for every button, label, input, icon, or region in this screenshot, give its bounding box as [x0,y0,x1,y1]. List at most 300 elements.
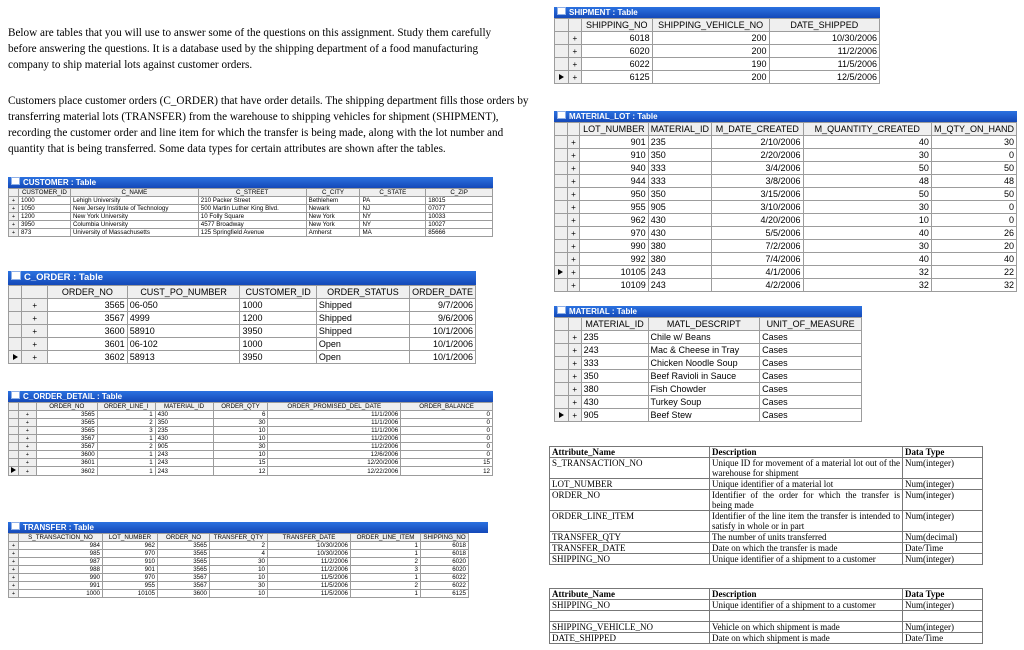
column-header[interactable]: LOT_NUMBER [103,534,158,542]
current-record-indicator[interactable] [555,71,569,84]
table-cell[interactable]: 6018 [581,32,652,45]
table-cell[interactable]: 10 [210,574,268,582]
table-cell[interactable]: 11/5/2006 [268,582,351,590]
table-row[interactable] [555,279,1017,292]
table-row[interactable] [9,197,493,205]
table-title-bar[interactable] [8,271,476,285]
table-cell[interactable]: 11/5/2006 [769,58,879,71]
table-row[interactable] [9,419,493,427]
table-cell[interactable]: NJ [360,205,426,213]
table-cell[interactable]: Shipped [316,325,409,338]
table-cell[interactable]: 905 [648,201,711,214]
table-cell[interactable]: 30 [803,201,931,214]
row-selector-header[interactable] [555,123,568,136]
table-cell[interactable]: 1 [351,590,421,598]
table-cell[interactable]: 430 [155,411,213,419]
column-header[interactable]: ORDER_NO [48,286,128,299]
column-header[interactable]: C_STREET [198,189,306,197]
table-cell[interactable]: 3/4/2006 [712,162,804,175]
row-selector[interactable] [555,214,568,227]
table-cell[interactable]: Newark [306,205,360,213]
row-selector[interactable] [9,427,19,435]
expand-row-icon[interactable] [567,279,579,292]
column-header[interactable]: ORDER_NO [36,403,97,411]
row-selector[interactable] [555,331,569,344]
expand-row-icon[interactable] [18,419,36,427]
table-row[interactable] [9,590,469,598]
table-cell[interactable]: 2/10/2006 [712,136,804,149]
table-row[interactable] [555,396,862,409]
table-cell[interactable]: 430 [648,227,711,240]
row-selector[interactable] [555,201,568,214]
table-row[interactable] [555,201,1017,214]
column-header[interactable]: MATERIAL_ID [581,318,648,331]
table-row[interactable] [9,443,493,451]
row-selector-header[interactable] [22,286,48,299]
table-row[interactable] [555,227,1017,240]
table-cell[interactable]: 0 [401,443,493,451]
table-cell[interactable]: 10 [210,590,268,598]
table-cell[interactable]: 1000 [240,338,316,351]
table-cell[interactable]: 3602 [36,467,97,476]
table-cell[interactable]: 380 [581,383,648,396]
table-cell[interactable]: 12/6/2006 [268,451,401,459]
table-row[interactable] [9,299,476,312]
table-title-bar[interactable] [8,391,493,402]
table-row[interactable] [9,205,493,213]
table-cell[interactable]: 333 [648,162,711,175]
table-cell[interactable]: 1000 [18,197,70,205]
table-cell[interactable]: 333 [648,175,711,188]
table-cell[interactable]: 15 [401,459,493,467]
expand-row-icon[interactable] [567,201,579,214]
table-cell[interactable]: 3567 [36,443,97,451]
table-cell[interactable]: 243 [155,459,213,467]
table-row[interactable] [9,542,469,550]
table-row[interactable] [9,574,469,582]
table-cell[interactable]: 901 [580,136,649,149]
table-cell[interactable]: 10 Folly Square [198,213,306,221]
table-cell[interactable]: 30 [931,136,1016,149]
column-header[interactable]: CUSTOMER_ID [18,189,70,197]
table-cell[interactable]: 350 [155,419,213,427]
table-cell[interactable]: Cases [760,344,862,357]
table-cell[interactable]: 10/30/2006 [268,542,351,550]
row-selector[interactable] [9,443,19,451]
table-cell[interactable]: 4/2/2006 [712,279,804,292]
expand-row-icon[interactable] [568,357,581,370]
expand-row-icon[interactable] [18,427,36,435]
table-cell[interactable]: 10 [803,214,931,227]
expand-row-icon[interactable] [567,136,579,149]
table-cell[interactable]: 3/15/2006 [712,188,804,201]
column-header[interactable]: ORDER_LINE_ITEM [351,534,421,542]
table-row[interactable] [555,266,1017,279]
expand-row-icon[interactable] [567,240,579,253]
table-cell[interactable]: 11/5/2006 [268,574,351,582]
expand-row-icon[interactable] [568,331,581,344]
row-selector[interactable] [555,227,568,240]
table-cell[interactable]: Chile w/ Beans [648,331,760,344]
column-header[interactable]: LOT_NUMBER [580,123,649,136]
table-cell[interactable]: 40 [803,227,931,240]
table-row[interactable] [555,331,862,344]
expand-row-icon[interactable] [567,188,579,201]
table-cell[interactable]: 4/1/2006 [712,266,804,279]
table-cell[interactable]: 3565 [36,419,97,427]
table-cell[interactable]: 10027 [426,221,493,229]
expand-row-icon[interactable] [9,550,19,558]
column-header[interactable]: SHIPPING_VEHICLE_NO [652,19,769,32]
table-row[interactable] [555,175,1017,188]
table-cell[interactable]: 2 [351,582,421,590]
table-cell[interactable]: New York [306,221,360,229]
table-cell[interactable]: Columbia University [70,221,198,229]
table-cell[interactable]: 3565 [158,550,210,558]
table-row[interactable] [555,58,880,71]
expand-row-icon[interactable] [9,566,19,574]
row-selector[interactable] [555,149,568,162]
table-cell[interactable]: 3567 [158,582,210,590]
table-row[interactable] [9,467,493,476]
table-cell[interactable]: 3600 [36,451,97,459]
column-header[interactable]: ORDER_NO [158,534,210,542]
expand-row-icon[interactable] [568,58,581,71]
expand-row-icon[interactable] [568,409,581,422]
table-cell[interactable]: NY [360,213,426,221]
expand-row-icon[interactable] [568,32,581,45]
table-cell[interactable]: 15 [213,459,268,467]
table-cell[interactable]: 12 [213,467,268,476]
table-cell[interactable]: 243 [155,467,213,476]
table-cell[interactable]: 970 [103,550,158,558]
table-cell[interactable]: 950 [580,188,649,201]
table-cell[interactable]: 6 [213,411,268,419]
table-cell[interactable]: 0 [401,411,493,419]
table-cell[interactable]: 11/1/2006 [268,419,401,427]
expand-row-icon[interactable] [18,411,36,419]
table-cell[interactable]: 350 [648,149,711,162]
table-cell[interactable]: 30 [803,240,931,253]
table-cell[interactable]: 10 [213,451,268,459]
table-cell[interactable]: 2 [97,419,155,427]
expand-row-icon[interactable] [568,344,581,357]
table-cell[interactable]: Cases [760,370,862,383]
table-cell[interactable]: 1 [97,467,155,476]
expand-row-icon[interactable] [22,325,48,338]
row-selector[interactable] [9,325,22,338]
expand-row-icon[interactable] [568,71,581,84]
table-cell[interactable]: 30 [213,419,268,427]
table-row[interactable] [555,383,862,396]
table-cell[interactable]: Fish Chowder [648,383,760,396]
table-cell[interactable]: 11/2/2006 [268,443,401,451]
table-cell[interactable]: 3601 [48,338,128,351]
table-cell[interactable]: 3567 [158,574,210,582]
table-cell[interactable]: 988 [19,566,103,574]
expand-row-icon[interactable] [9,542,19,550]
table-cell[interactable]: 962 [103,542,158,550]
column-header[interactable]: M_QUANTITY_CREATED [803,123,931,136]
table-row[interactable] [555,253,1017,266]
expand-row-icon[interactable] [9,574,19,582]
table-cell[interactable]: 430 [155,435,213,443]
table-cell[interactable]: 1 [97,459,155,467]
table-cell[interactable]: 12/5/2006 [769,71,879,84]
expand-row-icon[interactable] [567,214,579,227]
table-cell[interactable]: 10/30/2006 [769,32,879,45]
row-selector[interactable] [9,419,19,427]
table-cell[interactable]: Shipped [316,312,409,325]
column-header[interactable]: M_DATE_CREATED [712,123,804,136]
expand-row-icon[interactable] [567,266,579,279]
column-header[interactable]: CUSTOMER_ID [240,286,316,299]
expand-row-icon[interactable] [567,162,579,175]
table-row[interactable] [9,459,493,467]
table-cell[interactable]: 350 [648,188,711,201]
row-selector-header[interactable] [567,123,579,136]
row-selector[interactable] [555,279,568,292]
table-cell[interactable]: 11/2/2006 [268,566,351,574]
column-header[interactable]: ORDER_QTY [213,403,268,411]
row-selector-header[interactable] [555,318,569,331]
table-cell[interactable]: Open [316,351,409,364]
table-row[interactable] [555,370,862,383]
table-cell[interactable]: 1200 [240,312,316,325]
row-selector[interactable] [555,344,569,357]
table-cell[interactable]: 3950 [240,325,316,338]
row-selector-header[interactable] [18,403,36,411]
table-row[interactable] [555,162,1017,175]
table-cell[interactable]: 243 [581,344,648,357]
column-header[interactable]: M_QTY_ON_HAND [931,123,1016,136]
table-cell[interactable]: 200 [652,45,769,58]
column-header[interactable]: S_TRANSACTION_NO [19,534,103,542]
table-cell[interactable]: 200 [652,71,769,84]
table-cell[interactable]: 905 [581,409,648,422]
table-cell[interactable]: 30 [213,443,268,451]
table-row[interactable] [9,312,476,325]
table-cell[interactable]: 125 Springfield Avenue [198,229,306,237]
table-cell[interactable]: 48 [803,175,931,188]
table-cell[interactable]: 190 [652,58,769,71]
column-header[interactable]: ORDER_DATE [410,286,476,299]
table-cell[interactable]: 200 [652,32,769,45]
table-cell[interactable]: 990 [580,240,649,253]
table-cell[interactable]: 10033 [426,213,493,221]
table-cell[interactable]: 1 [351,542,421,550]
table-cell[interactable]: 350 [581,370,648,383]
expand-row-icon[interactable] [568,383,581,396]
table-cell[interactable]: 3950 [240,351,316,364]
table-cell[interactable]: 12 [401,467,493,476]
column-header[interactable]: ORDER_STATUS [316,286,409,299]
table-cell[interactable]: 32 [803,266,931,279]
table-row[interactable] [9,411,493,419]
table-cell[interactable]: 1 [97,451,155,459]
table-row[interactable] [555,357,862,370]
column-header[interactable]: C_CITY [306,189,360,197]
table-row[interactable] [9,338,476,351]
table-cell[interactable]: 0 [931,149,1016,162]
column-header[interactable]: ORDER_BALANCE [401,403,493,411]
table-cell[interactable]: 962 [580,214,649,227]
table-cell[interactable]: 26 [931,227,1016,240]
table-cell[interactable]: 6022 [421,582,469,590]
table-cell[interactable]: 11/5/2006 [268,590,351,598]
table-cell[interactable]: Beef Ravioli in Sauce [648,370,760,383]
table-row[interactable] [9,213,493,221]
table-cell[interactable]: Chicken Noodle Soup [648,357,760,370]
table-row[interactable] [555,344,862,357]
table-cell[interactable]: 3 [351,566,421,574]
table-cell[interactable]: 6018 [421,542,469,550]
row-selector[interactable] [555,383,569,396]
row-selector[interactable] [9,312,22,325]
table-cell[interactable]: 3950 [18,221,70,229]
expand-row-icon[interactable] [9,558,19,566]
table-cell[interactable]: 3567 [48,312,128,325]
column-header[interactable]: TRANSFER_QTY [210,534,268,542]
table-row[interactable] [9,427,493,435]
table-cell[interactable]: 430 [581,396,648,409]
expand-row-icon[interactable] [9,197,19,205]
table-row[interactable] [9,582,469,590]
table-cell[interactable]: 10 [213,435,268,443]
table-cell[interactable]: Turkey Soup [648,396,760,409]
table-title-bar[interactable] [554,111,1017,122]
column-header[interactable]: MATERIAL_ID [648,123,711,136]
column-header[interactable]: C_NAME [70,189,198,197]
table-cell[interactable]: 910 [103,558,158,566]
column-header[interactable]: MATERIAL_ID [155,403,213,411]
table-cell[interactable]: 235 [648,136,711,149]
table-cell[interactable]: 3/8/2006 [712,175,804,188]
row-selector[interactable] [9,435,19,443]
table-cell[interactable]: Amherst [306,229,360,237]
table-cell[interactable]: Cases [760,396,862,409]
row-selector[interactable] [9,459,19,467]
table-cell[interactable]: 10/1/2006 [410,325,476,338]
table-cell[interactable]: 1 [351,550,421,558]
table-cell[interactable]: 58913 [127,351,240,364]
row-selector-header[interactable] [9,403,19,411]
table-cell[interactable]: University of Massachusetts [70,229,198,237]
column-header[interactable]: SHIPPING_NO [421,534,469,542]
table-cell[interactable]: 1050 [18,205,70,213]
table-cell[interactable]: Bethlehem [306,197,360,205]
table-cell[interactable]: Cases [760,383,862,396]
row-selector[interactable] [555,175,568,188]
row-selector[interactable] [555,357,569,370]
table-cell[interactable]: 6020 [581,45,652,58]
table-cell[interactable]: 30 [210,558,268,566]
table-row[interactable] [9,221,493,229]
table-cell[interactable]: 0 [401,451,493,459]
table-cell[interactable]: 6125 [421,590,469,598]
table-cell[interactable]: PA [360,197,426,205]
table-cell[interactable]: 1200 [18,213,70,221]
table-cell[interactable]: 11/1/2006 [268,411,401,419]
table-cell[interactable]: 940 [580,162,649,175]
table-cell[interactable]: 07077 [426,205,493,213]
table-cell[interactable]: Open [316,338,409,351]
table-cell[interactable]: 235 [155,427,213,435]
table-row[interactable] [9,229,493,237]
expand-row-icon[interactable] [568,45,581,58]
table-row[interactable] [555,45,880,58]
table-cell[interactable]: 20 [931,240,1016,253]
expand-row-icon[interactable] [568,396,581,409]
table-row[interactable] [555,71,880,84]
row-selector[interactable] [555,188,568,201]
table-cell[interactable]: 58910 [127,325,240,338]
table-cell[interactable]: 6125 [581,71,652,84]
table-title-bar[interactable] [8,177,493,188]
table-row[interactable] [9,351,476,364]
column-header[interactable]: TRANSFER_DATE [268,534,351,542]
table-row[interactable] [555,240,1017,253]
table-cell[interactable]: 3/10/2006 [712,201,804,214]
table-cell[interactable]: 235 [581,331,648,344]
table-cell[interactable]: New York [306,213,360,221]
table-row[interactable] [555,409,862,422]
column-header[interactable]: DATE_SHIPPED [769,19,879,32]
table-cell[interactable]: 30 [210,582,268,590]
row-selector-header[interactable] [9,286,22,299]
table-cell[interactable]: 7/2/2006 [712,240,804,253]
row-selector[interactable] [9,451,19,459]
table-cell[interactable]: 40 [931,253,1016,266]
table-cell[interactable]: 0 [401,435,493,443]
expand-row-icon[interactable] [9,582,19,590]
column-header[interactable]: ORDER_PROMISED_DEL_DATE [268,403,401,411]
expand-row-icon[interactable] [9,221,19,229]
table-cell[interactable]: 910 [580,149,649,162]
table-cell[interactable]: 10105 [580,266,649,279]
table-cell[interactable]: 243 [155,451,213,459]
expand-row-icon[interactable] [567,227,579,240]
table-cell[interactable]: 32 [803,279,931,292]
table-cell[interactable]: NY [360,221,426,229]
row-selector[interactable] [555,58,569,71]
table-cell[interactable]: 430 [648,214,711,227]
table-cell[interactable]: 10109 [580,279,649,292]
table-cell[interactable]: 18015 [426,197,493,205]
table-cell[interactable]: 3565 [36,427,97,435]
table-cell[interactable]: 984 [19,542,103,550]
expand-row-icon[interactable] [18,459,36,467]
table-cell[interactable]: 5/5/2006 [712,227,804,240]
table-row[interactable] [9,550,469,558]
table-cell[interactable]: 3565 [36,411,97,419]
table-cell[interactable]: Shipped [316,299,409,312]
table-cell[interactable]: 7/4/2006 [712,253,804,266]
row-selector[interactable] [9,411,19,419]
table-cell[interactable]: 243 [648,279,711,292]
table-cell[interactable]: 2 [210,542,268,550]
row-selector[interactable] [555,136,568,149]
table-cell[interactable]: 06-102 [127,338,240,351]
table-cell[interactable]: 10 [213,427,268,435]
expand-row-icon[interactable] [22,299,48,312]
row-selector-header[interactable] [9,189,19,197]
table-cell[interactable]: 380 [648,253,711,266]
table-row[interactable] [9,325,476,338]
table-cell[interactable]: 6020 [421,558,469,566]
table-cell[interactable]: 991 [19,582,103,590]
expand-row-icon[interactable] [18,435,36,443]
